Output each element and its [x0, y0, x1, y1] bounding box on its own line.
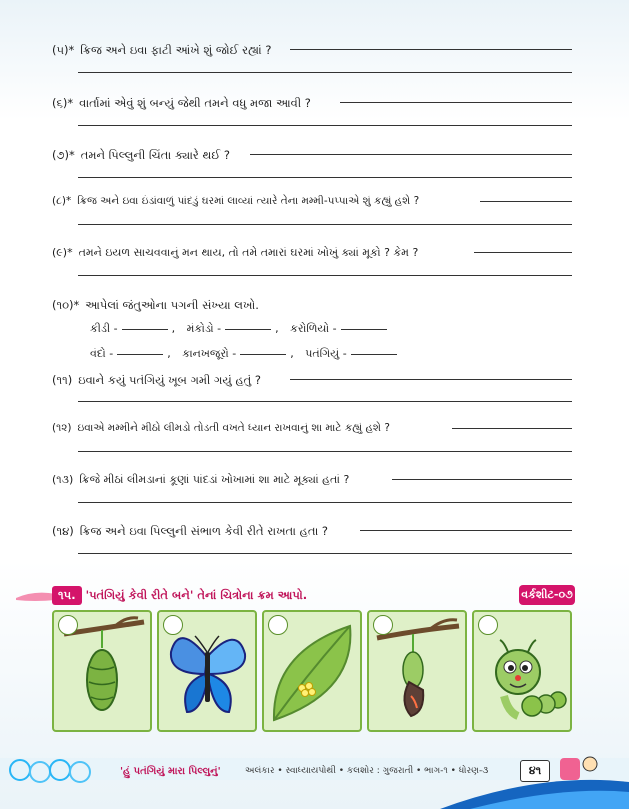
question-9: (૯)* તમને ઇયળ સાચવવાનું મન થાય, તો તમે તમારાં ઘરમાં ખોખું ક્યાં મૂકો ? કેમ ?	[52, 246, 419, 259]
answer-line[interactable]	[250, 154, 572, 155]
question-8: (૮)* ક્રિજ અને ઇવા ઇંડાંવાળું પાંદડું ઘરમાં લાવ્યાં ત્યારે તેના મમ્મી-પપ્પાએ શું કહ્યું હશે ?	[52, 195, 420, 207]
card-emerging-butterfly[interactable]	[367, 610, 467, 732]
insect-row-2: વંદો - , કાનખજૂરો - , પતંગિયું -	[90, 347, 401, 361]
question-5: (૫)* ક્રિજ અને ઇવા ફાટી આંખે શું જોઈ રહ્યાં ?	[52, 43, 272, 57]
answer-line[interactable]	[78, 275, 572, 276]
answer-line[interactable]	[78, 72, 572, 73]
answer-line[interactable]	[78, 502, 572, 503]
footer-info: અલંકાર • સ્વાધ્યાયપોથી • કલશોર : ગુજરાતી • ભાગ-૧ • ધોરણ-૩	[245, 766, 489, 776]
section-15-heading: ૧૫. 'પતંગિયું કેવી રીતે બને' તેનાં ચિત્રોના ક્રમ આપો.	[52, 586, 372, 606]
answer-line[interactable]	[474, 252, 572, 253]
answer-line[interactable]	[78, 401, 572, 402]
card-chrysalis[interactable]	[52, 610, 152, 732]
answer-line[interactable]	[78, 553, 572, 554]
answer-line[interactable]	[340, 102, 572, 103]
insect-row-1: કીડી - , મંકોડો - , કરોળિયો -	[90, 322, 391, 336]
page-number: ૪૧	[520, 760, 550, 782]
order-circle[interactable]	[163, 615, 183, 635]
blank[interactable]	[240, 354, 286, 355]
blank[interactable]	[351, 354, 397, 355]
answer-line[interactable]	[78, 125, 572, 126]
answer-line[interactable]	[360, 530, 572, 531]
question-12: (૧૨) ઇવાએ મમ્મીને મીઠો લીમડો તોડતી વખતે ધ્યાન રાખવાનું શા માટે કહ્યું હશે ?	[52, 422, 390, 434]
card-caterpillar[interactable]	[472, 610, 572, 732]
question-10: (૧૦)* આપેલાં જંતુઓના પગની સંખ્યા લખો.	[52, 298, 259, 312]
blank[interactable]	[117, 354, 163, 355]
order-circle[interactable]	[478, 615, 498, 635]
answer-line[interactable]	[480, 201, 572, 202]
question-14: (૧૪) ક્રિજ અને ઇવા પિલ્લુની સંભાળ કેવી રીતે રાખતા હતા ?	[52, 524, 329, 538]
question-11: (૧૧) ઇવાને કયું પતંગિયું ખૂબ ગમી ગયું હતું ?	[52, 373, 262, 387]
answer-line[interactable]	[78, 177, 572, 178]
card-butterfly[interactable]	[157, 610, 257, 732]
worksheet-badge: વર્કશીટ-૦૭	[519, 585, 575, 605]
blank[interactable]	[225, 329, 271, 330]
answer-line[interactable]	[78, 451, 572, 452]
question-6: (૬)* વાર્તામાં એવું શું બન્યું જેથી તમને વધુ મજા આવી ?	[52, 96, 311, 110]
card-leaf-eggs[interactable]	[262, 610, 362, 732]
question-7: (૭)* તમને પિલ્લુની ચિંતા ક્યારે થઈ ?	[52, 148, 230, 162]
answer-line[interactable]	[290, 49, 572, 50]
order-circle[interactable]	[373, 615, 393, 635]
answer-line[interactable]	[290, 379, 572, 380]
footer-title: 'હું પતંગિયું મારા પિલ્લુનું'	[120, 766, 221, 777]
answer-line[interactable]	[78, 224, 572, 225]
blank[interactable]	[341, 329, 387, 330]
order-circle[interactable]	[58, 615, 78, 635]
answer-line[interactable]	[392, 479, 572, 480]
order-circle[interactable]	[268, 615, 288, 635]
question-13: (૧૩) ક્રિજે મીઠાં લીમડાનાં કૂણાં પાંદડાં ખોખામાં શા માટે મૂક્યાં હતાં ?	[52, 473, 350, 486]
answer-line[interactable]	[452, 428, 572, 429]
blank[interactable]	[122, 329, 168, 330]
footer	[0, 752, 629, 809]
